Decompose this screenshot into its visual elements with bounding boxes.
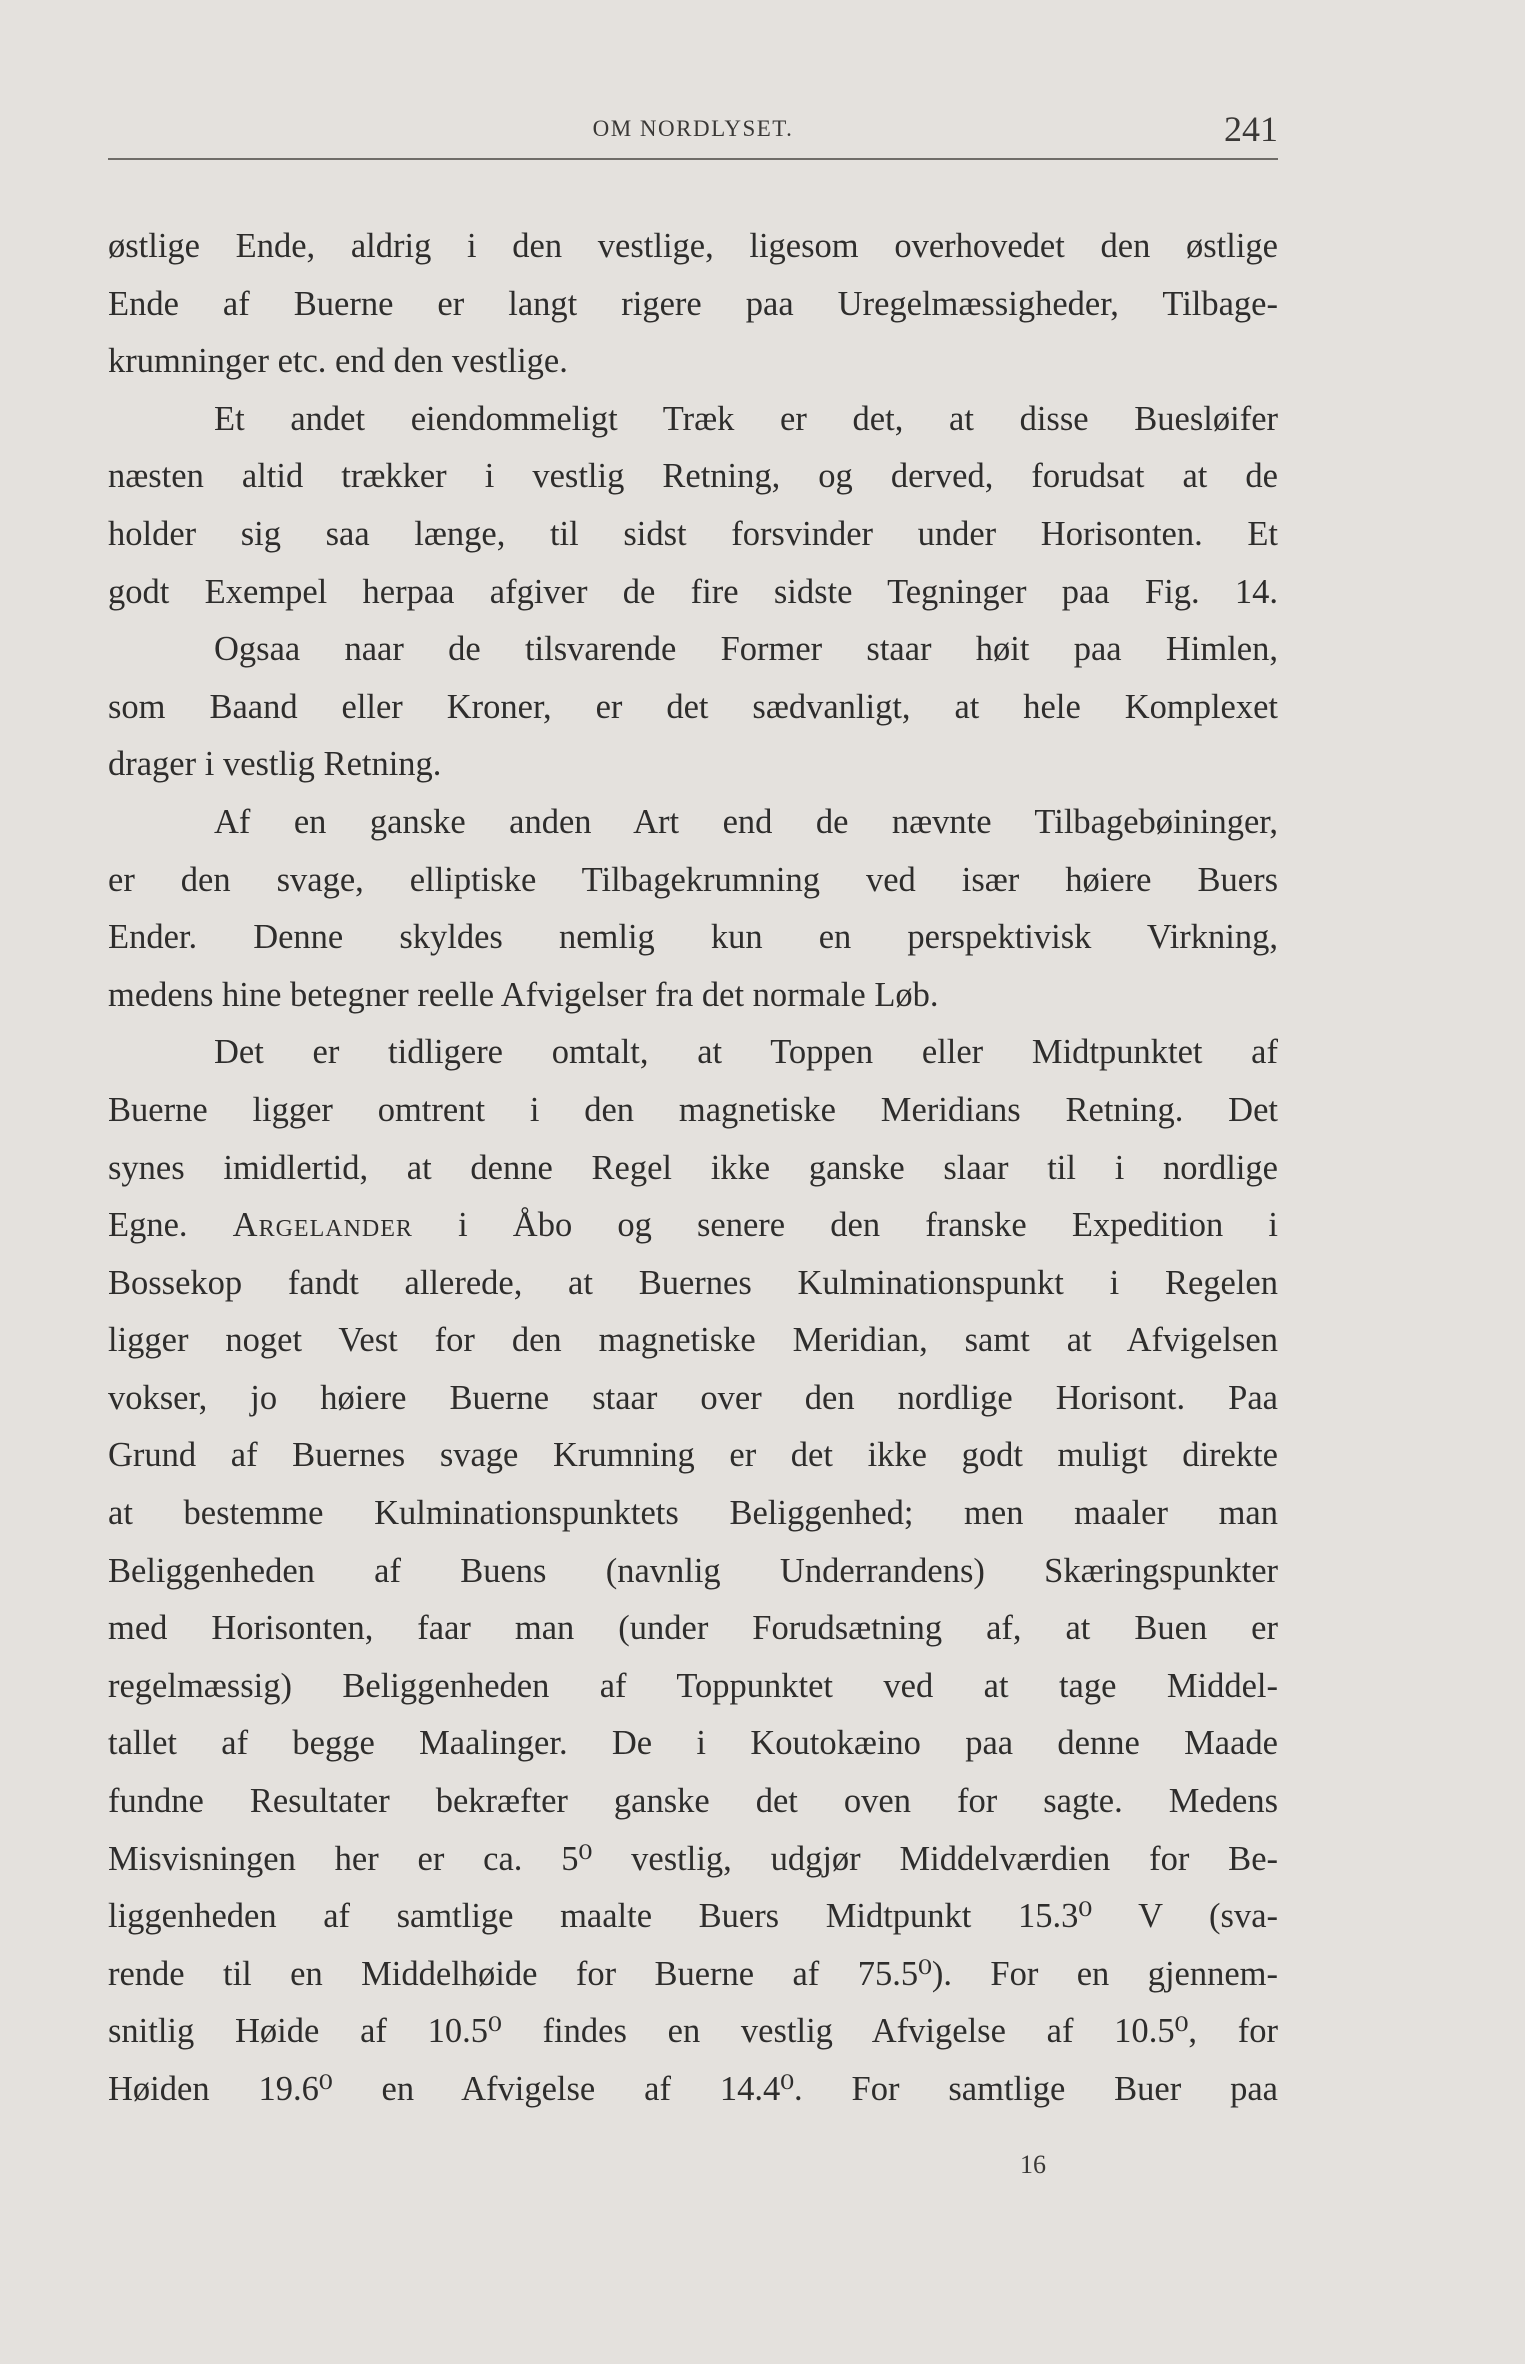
page-header [108, 108, 1278, 160]
text-line: Bossekop fandt allerede, at Buernes Kulminationspunkt i Regelen [108, 1263, 1278, 1302]
text-line-egne [108, 1197, 1278, 1255]
text-line: at bestemme Kulminationspunktets Beliggenhed; men maaler man [108, 1494, 1278, 1533]
text-line: synes imidlertid, at denne Regel ikke ganske slaar til i nordlige [108, 1148, 1278, 1187]
text-line: Af en ganske anden Art end de nævnte Tilbagebøininger, [214, 802, 1278, 841]
text-line: Et andet eiendommeligt Træk er det, at disse Buesløifer [214, 399, 1278, 438]
text-line: med Horisonten, faar man (under Forudsætning af, at Buen er [108, 1609, 1278, 1648]
text-line: medens hine betegner reelle Afvigelser fra det normale Løb. [108, 975, 939, 1014]
body-text [108, 218, 1278, 2119]
signature-mark: 16 [1020, 2150, 1046, 2179]
text-line: rende til en Middelhøide for Buerne af 75.5⁰). For en gjennem- [108, 1954, 1278, 1993]
text-line: Misvisningen her er ca. 5⁰ vestlig, udgjør Middelværdien for Be- [108, 1839, 1278, 1878]
author-name-argelander: Argelander [232, 1206, 413, 1245]
text-line: Høiden 19.6⁰ en Afvigelse af 14.4⁰. For samtlige Buer paa [108, 2070, 1278, 2108]
text-line: godt Exempel herpaa afgiver de fire sidste Tegninger paa Fig. 14. [108, 572, 1278, 611]
text-line: liggenheden af samtlige maalte Buers Midtpunkt 15.3⁰ V (sva- [108, 1897, 1278, 1936]
text-line: Grund af Buernes svage Krumning er det ikke godt muligt direkte [108, 1436, 1278, 1475]
text-line: fundne Resultater bekræfter ganske det oven for sagte. Medens [108, 1782, 1278, 1821]
text-line: krumninger etc. end den vestlige. [108, 342, 568, 381]
text-line: snitlig Høide af 10.5⁰ findes en vestlig Afvigelse af 10.5⁰, for [108, 2012, 1278, 2051]
text-line: Buerne ligger omtrent i den magnetiske Meridians Retning. Det [108, 1090, 1278, 1129]
text-line: Beliggenheden af Buens (navnlig Underrandens) Skæringspunkter [108, 1551, 1278, 1590]
text-line: som Baand eller Kroner, er det sædvanligt, at hele Komplexet [108, 687, 1278, 726]
page-number: 241 [1224, 109, 1278, 149]
text-line: vokser, jo høiere Buerne staar over den nordlige Horisont. Paa [108, 1378, 1278, 1417]
text-line: drager i vestlig Retning. [108, 745, 442, 784]
text-line: Det er tidligere omtalt, at Toppen eller Midtpunktet af [214, 1033, 1278, 1072]
text-line: regelmæssig) Beliggenheden af Toppunktet ved at tage Middel- [108, 1666, 1278, 1705]
text-line: Ende af Buerne er langt rigere paa Uregelmæssigheder, Tilbage- [108, 284, 1278, 323]
text-line: tallet af begge Maalinger. De i Koutokæino paa denne Maade [108, 1724, 1278, 1763]
egne-word: Egne. [108, 1206, 188, 1245]
text-line: Ender. Denne skyldes nemlig kun en perspektivisk Virkning, [108, 918, 1278, 957]
text-line: er den svage, elliptiske Tilbagekrumning ved især høiere Buers [108, 860, 1278, 899]
text-line: ligger noget Vest for den magnetiske Meridian, samt at Afvigelsen [108, 1321, 1278, 1360]
text-line: næsten altid trækker i vestlig Retning, og derved, forudsat at de [108, 457, 1278, 496]
text-line: holder sig saa længe, til sidst forsvinder under Horisonten. Et [108, 514, 1278, 553]
running-head: OM NORDLYSET. [592, 116, 794, 141]
egne-rest: i Åbo og senere den franske Expedition i [458, 1206, 1279, 1245]
text-line: østlige Ende, aldrig i den vestlige, ligesom overhovedet den østlige [108, 227, 1278, 265]
text-line: Ogsaa naar de tilsvarende Former staar høit paa Himlen, [214, 630, 1278, 669]
